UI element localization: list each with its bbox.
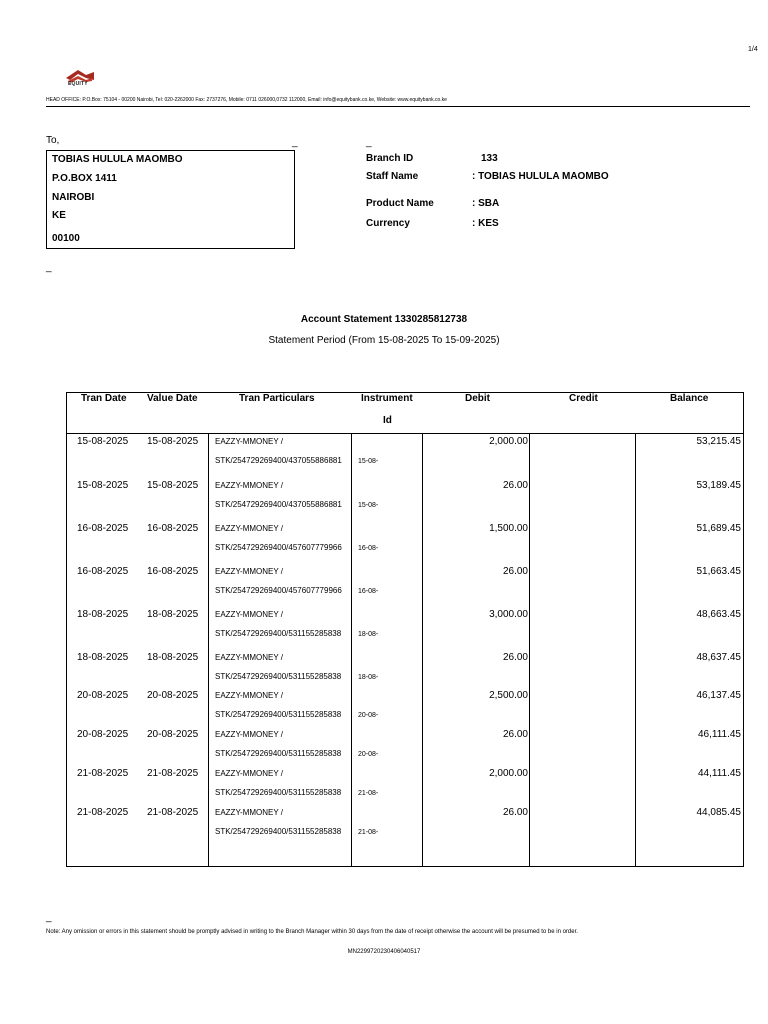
address-line: KE: [52, 210, 66, 221]
dash-mark: _: [366, 137, 372, 148]
logo-text: EQUITY: [68, 81, 88, 87]
header-particulars: Tran Particulars: [239, 393, 315, 404]
cell-particulars: EAZZY-MMONEY /: [215, 808, 284, 817]
header-tran-date: Tran Date: [81, 393, 127, 404]
product-name-value: : SBA: [472, 198, 500, 209]
column-divider: [208, 433, 209, 866]
cell-particulars: EAZZY-MMONEY /: [215, 730, 284, 739]
cell-particulars: EAZZY-MMONEY /: [215, 437, 284, 446]
cell-particulars-ref: STK/254729269400/437055886881: [215, 500, 342, 509]
product-name-label: Product Name: [366, 198, 434, 209]
cell-instrument: 15-08-: [358, 458, 379, 465]
cell-tran-date: 16-08-2025: [77, 523, 129, 534]
page-number: 1/4: [748, 46, 758, 53]
cell-value-date: 16-08-2025: [147, 523, 199, 534]
cell-balance: 51,663.45: [696, 566, 741, 577]
header-value-date: Value Date: [147, 393, 198, 404]
cell-particulars: EAZZY-MMONEY /: [215, 610, 284, 619]
cell-particulars: EAZZY-MMONEY /: [215, 691, 284, 700]
equity-logo-icon: [64, 66, 98, 92]
statement-period: Statement Period (From 15-08-2025 To 15-09-2025): [268, 335, 500, 346]
cell-tran-date: 15-08-2025: [77, 480, 129, 491]
cell-tran-date: 18-08-2025: [77, 652, 129, 663]
header-balance: Balance: [670, 393, 709, 404]
header-divider: [67, 433, 743, 434]
cell-value-date: 18-08-2025: [147, 609, 199, 620]
column-divider: [351, 433, 352, 866]
cell-instrument: 21-08-: [358, 829, 379, 836]
cell-balance: 46,137.45: [696, 690, 741, 701]
cell-instrument: 18-08-: [358, 631, 379, 638]
cell-value-date: 20-08-2025: [147, 690, 199, 701]
cell-instrument: 20-08-: [358, 751, 379, 758]
address-line: TOBIAS HULULA MAOMBO: [52, 154, 183, 165]
cell-value-date: 15-08-2025: [147, 436, 199, 447]
cell-debit: 26.00: [502, 652, 528, 663]
cell-balance: 51,689.45: [696, 523, 741, 534]
column-divider: [422, 433, 423, 866]
cell-particulars-ref: STK/254729269400/531155285838: [215, 827, 342, 836]
cell-balance: 44,111.45: [697, 768, 741, 779]
cell-particulars-ref: STK/254729269400/531155285838: [215, 629, 342, 638]
head-office-line: HEAD OFFICE: P.O.Box: 75104 - 00200 Nairobi, Tel: 020-2262000 Fax: 2737276, Mobile: 0711 026000,0732 112000, Email: info@equitybank.co.ke, Website: www.equitybank.co.ke: [46, 97, 447, 103]
cell-instrument: 20-08-: [358, 712, 379, 719]
cell-balance: 48,637.45: [696, 652, 741, 663]
staff-name-value: : TOBIAS HULULA MAOMBO: [472, 171, 609, 182]
cell-instrument: 16-08-: [358, 588, 379, 595]
cell-particulars-ref: STK/254729269400/457607779966: [215, 586, 342, 595]
cell-particulars-ref: STK/254729269400/457607779966: [215, 543, 342, 552]
staff-name-label: Staff Name: [366, 171, 419, 182]
currency-value: : KES: [472, 218, 499, 229]
cell-tran-date: 20-08-2025: [77, 690, 129, 701]
cell-particulars: EAZZY-MMONEY /: [215, 567, 284, 576]
cell-tran-date: 16-08-2025: [77, 566, 129, 577]
dash-mark: _: [46, 912, 52, 923]
cell-instrument: 18-08-: [358, 674, 379, 681]
cell-particulars-ref: STK/254729269400/531155285838: [215, 749, 342, 758]
cell-debit: 26.00: [502, 729, 528, 740]
cell-particulars-ref: STK/254729269400/531155285838: [215, 672, 342, 681]
cell-instrument: 21-08-: [358, 790, 379, 797]
cell-debit: 2,500.00: [489, 690, 528, 701]
transactions-table: [66, 392, 744, 867]
cell-instrument: 15-08-: [358, 502, 379, 509]
cell-debit: 2,000.00: [489, 436, 528, 447]
address-line: P.O.BOX 1411: [52, 173, 117, 184]
dash-mark: _: [292, 137, 298, 148]
cell-balance: 46,111.45: [697, 729, 741, 740]
cell-tran-date: 21-08-2025: [77, 768, 129, 779]
header-divider: [46, 106, 750, 107]
statement-note: Note: Any omission or errors in this statement should be promptly advised in writing to the Branch Manager within 30 days from the date of receipt otherwise the account will be presumed to be in order.: [46, 929, 578, 935]
cell-debit: 3,000.00: [489, 609, 528, 620]
cell-particulars: EAZZY-MMONEY /: [215, 769, 284, 778]
header-debit: Debit: [465, 393, 490, 404]
to-label: To,: [46, 135, 60, 146]
branch-id-value: 133: [481, 153, 498, 164]
cell-particulars-ref: STK/254729269400/531155285838: [215, 710, 342, 719]
header-instrument: Instrument: [361, 393, 413, 404]
cell-particulars-ref: STK/254729269400/437055886881: [215, 456, 342, 465]
cell-instrument: 16-08-: [358, 545, 379, 552]
cell-value-date: 21-08-2025: [147, 768, 199, 779]
address-box: [46, 150, 295, 249]
cell-value-date: 20-08-2025: [147, 729, 199, 740]
address-line: NAIROBI: [52, 192, 95, 203]
address-line: 00100: [52, 233, 80, 244]
cell-balance: 48,663.45: [696, 609, 741, 620]
cell-tran-date: 15-08-2025: [77, 436, 129, 447]
column-divider: [529, 433, 530, 866]
cell-debit: 26.00: [502, 807, 528, 818]
cell-balance: 53,215.45: [696, 436, 741, 447]
cell-debit: 1,500.00: [489, 523, 528, 534]
statement-title: Account Statement 1330285812738: [300, 314, 468, 325]
cell-debit: 26.00: [502, 566, 528, 577]
cell-tran-date: 21-08-2025: [77, 807, 129, 818]
cell-debit: 2,000.00: [489, 768, 528, 779]
dash-mark: _: [46, 262, 52, 273]
cell-value-date: 21-08-2025: [147, 807, 199, 818]
cell-particulars: EAZZY-MMONEY /: [215, 653, 284, 662]
cell-particulars: EAZZY-MMONEY /: [215, 481, 284, 490]
cell-particulars: EAZZY-MMONEY /: [215, 524, 284, 533]
header-instrument-id: Id: [383, 415, 392, 426]
currency-label: Currency: [366, 218, 410, 229]
cell-value-date: 15-08-2025: [147, 480, 199, 491]
cell-value-date: 16-08-2025: [147, 566, 199, 577]
header-credit: Credit: [569, 393, 598, 404]
cell-balance: 53,189.45: [696, 480, 741, 491]
cell-value-date: 18-08-2025: [147, 652, 199, 663]
cell-balance: 44,085.45: [696, 807, 741, 818]
cell-tran-date: 20-08-2025: [77, 729, 129, 740]
branch-id-label: Branch ID: [366, 153, 414, 164]
cell-debit: 26.00: [502, 480, 528, 491]
column-divider: [635, 433, 636, 866]
reference-number: MN2299720230406040517: [347, 949, 421, 955]
cell-particulars-ref: STK/254729269400/531155285838: [215, 788, 342, 797]
cell-tran-date: 18-08-2025: [77, 609, 129, 620]
